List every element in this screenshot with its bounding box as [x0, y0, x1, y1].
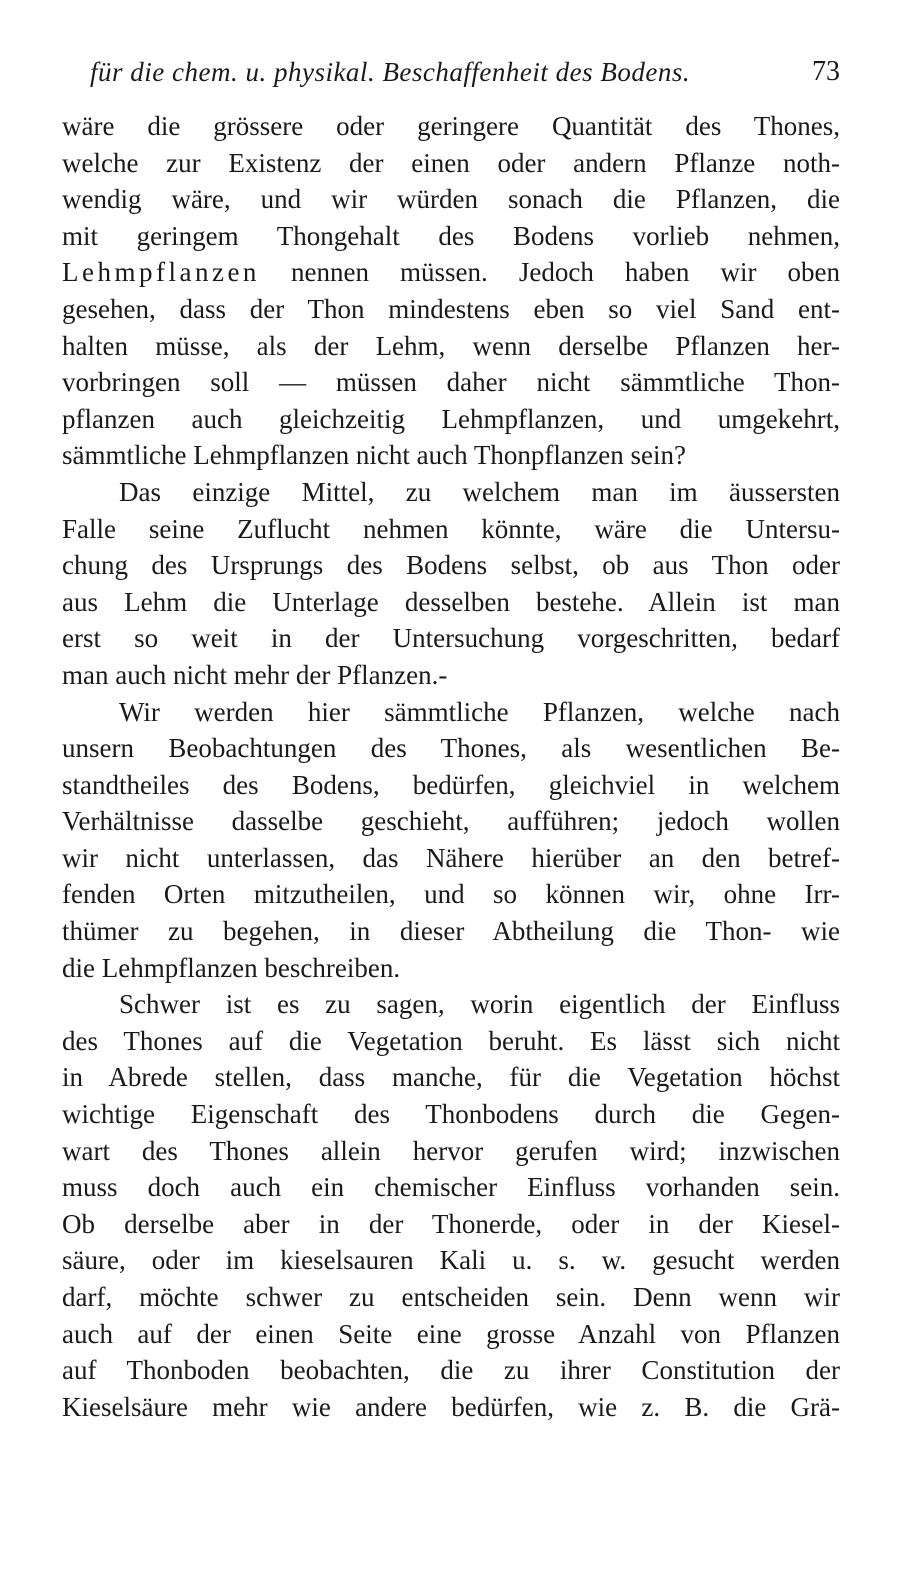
text-line: standtheiles des Bodens, bedürfen, gleichviel in welchem — [62, 769, 840, 800]
text-line: wäre die grössere oder geringere Quantität des Thones, — [62, 111, 840, 141]
paragraph-3 — [62, 694, 840, 987]
text-line: des Thones auf die Vegetation beruht. Es lässt sich nicht — [62, 1025, 840, 1056]
text-line: thümer zu begehen, in dieser Abtheilung die Thon- wie — [62, 916, 840, 947]
paragraph-2 — [62, 474, 840, 694]
text-line: säure, oder im kieselsauren Kali u. s. w. gesucht werden — [62, 1245, 840, 1276]
line-remainder: nennen müssen. Jedoch haben wir oben — [259, 257, 840, 288]
text-line: wendig wäre, und wir würden sonach die Pflanzen, die — [62, 184, 840, 215]
text-line: unsern Beobachtungen des Thones, als wesentlichen Be- — [62, 733, 840, 764]
text-line: wichtige Eigenschaft des Thonbodens durch die Gegen- — [62, 1099, 840, 1130]
text-line: muss doch auch ein chemischer Einfluss vorhanden sein. — [62, 1172, 840, 1203]
text-line: welche zur Existenz der einen oder andern Pflanze noth- — [62, 147, 840, 178]
text-line: die Lehmpflanzen beschreiben. — [62, 952, 401, 983]
text-line: Ob derselbe aber in der Thonerde, oder in der Kiesel- — [62, 1208, 840, 1239]
text-line: sämmtliche Lehmpflanzen nicht auch Thonpflanzen sein? — [62, 440, 687, 471]
text-line: gesehen, dass der Thon mindestens eben so viel Sand ent- — [62, 293, 840, 324]
text-line: Wir werden hier sämmtliche Pflanzen, welche nach — [119, 696, 840, 727]
text-line: auf Thonboden beobachten, die zu ihrer Constitution der — [62, 1355, 840, 1386]
text-line: chung des Ursprungs des Bodens selbst, ob aus Thon oder — [62, 550, 840, 581]
paragraph-4 — [62, 986, 840, 1425]
text-line: Schwer ist es zu sagen, worin eigentlich der Einfluss — [119, 989, 840, 1020]
running-head — [90, 52, 840, 92]
text-line: Verhältnisse dasselbe geschieht, aufführen; jedoch wollen — [62, 806, 840, 837]
running-title: für die chem. u. physikal. Beschaffenheit des Bodens. — [90, 57, 691, 87]
paragraph-1 — [62, 108, 840, 474]
text-line: mit geringem Thongehalt des Bodens vorlieb nehmen, — [62, 220, 840, 251]
text-line-with-spaced-term — [62, 254, 840, 291]
text-line: Das einzige Mittel, zu welchem man im äussersten — [119, 476, 840, 507]
text-line: aus Lehm die Unterlage desselben bestehe. Allein ist man — [62, 586, 840, 617]
spaced-term: Lehmpflanzen — [62, 257, 260, 288]
text-line: wir nicht unterlassen, das Nähere hierüber an den betref- — [62, 842, 840, 873]
text-line: in Abrede stellen, dass manche, für die Vegetation höchst — [62, 1062, 840, 1093]
text-line: man auch nicht mehr der Pflanzen.- — [62, 659, 448, 690]
text-line: halten müsse, als der Lehm, wenn derselbe Pflanzen her- — [62, 330, 840, 361]
text-line: Falle seine Zuflucht nehmen könnte, wäre die Untersu- — [62, 513, 840, 544]
page-number: 73 — [812, 56, 840, 87]
text-line: erst so weit in der Untersuchung vorgeschritten, bedarf — [62, 623, 840, 654]
text-line: wart des Thones allein hervor gerufen wird; inzwischen — [62, 1135, 840, 1166]
text-line: pflanzen auch gleichzeitig Lehmpflanzen, und umgekehrt, — [62, 403, 840, 434]
text-line: vorbringen soll — müssen daher nicht sämmtliche Thon- — [62, 367, 840, 398]
text-line: fenden Orten mitzutheilen, und so können wir, ohne Irr- — [62, 879, 840, 910]
text-line: auch auf der einen Seite eine grosse Anzahl von Pflanzen — [62, 1318, 840, 1349]
body-text — [62, 108, 840, 1425]
text-line: Kieselsäure mehr wie andere bedürfen, wie z. B. die Grä- — [62, 1391, 840, 1422]
text-line: darf, möchte schwer zu entscheiden sein. Denn wenn wir — [62, 1282, 840, 1312]
